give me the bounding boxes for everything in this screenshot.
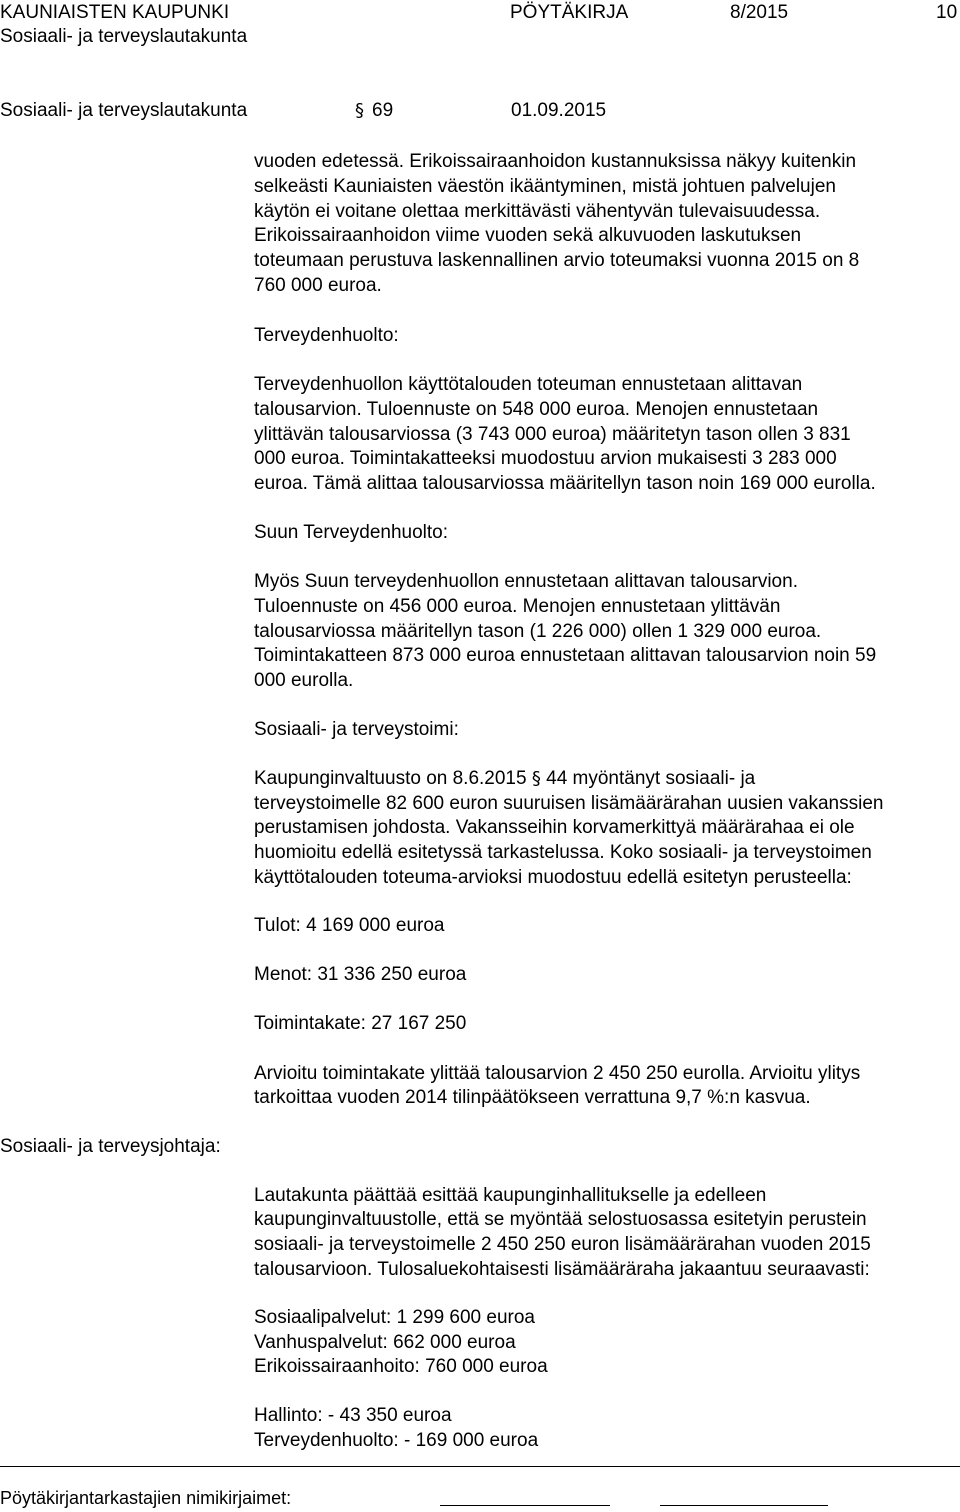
- signature-line: [440, 1505, 610, 1506]
- allocation-item: Terveydenhuolto: - 169 000 euroa: [254, 1430, 539, 1451]
- allocation-item: Hallinto: - 43 350 euroa: [254, 1405, 452, 1426]
- body-line: vuoden edetessä. Erikoissairaanhoidon kustannuksissa näkyy kuitenkin: [254, 151, 857, 172]
- summary-net-cost: Toimintakate: 27 167 250: [254, 1013, 467, 1034]
- decision-line-text: Kaupunginvaltuusto on 8.6.2015: [254, 768, 527, 789]
- body-line: 760 000 euroa.: [254, 275, 382, 296]
- allocation-item: Sosiaalipalvelut: 1 299 600 euroa: [254, 1307, 535, 1328]
- header-doc-type: PÖYTÄKIRJA: [510, 2, 629, 23]
- footer-signatures-label: Pöytäkirjantarkastajien nimikirjaimet:: [0, 1488, 292, 1508]
- meeting-body: Sosiaali- ja terveyslautakunta: [0, 100, 248, 121]
- allocation-item: Erikoissairaanhoito: 760 000 euroa: [254, 1356, 548, 1377]
- body-line: käytön ei voitane olettaa merkittävästi vähentyvän tulevaisuudessa.: [254, 201, 821, 222]
- body-line: Toimintakatteen 873 000 euroa ennustetaan alittavan talousarvion noin 59: [254, 645, 877, 666]
- decision-line-text: 44 myöntänyt sosiaali- ja: [546, 768, 756, 789]
- body-line: perustamisen johdosta. Vakansseihin korvamerkittyä määrärahaa ei ole: [254, 817, 855, 838]
- proposal-line: kaupunginvaltuustolle, että se myöntää selostuosassa esitetyin perustein: [254, 1209, 867, 1230]
- body-line: selkeästi Kauniaisten väestön ikääntyminen, mistä johtuen palvelujen: [254, 176, 836, 197]
- section-mark: §: [531, 768, 541, 789]
- body-line: Arvioitu toimintakate ylittää talousarvion 2 450 250 eurolla. Arvioitu ylitys: [254, 1063, 861, 1084]
- body-line: Erikoissairaanhoidon viime vuoden sekä alkuvuoden laskutuksen: [254, 225, 802, 246]
- header-page-number: 10: [936, 2, 958, 23]
- meeting-date: 01.09.2015: [511, 100, 607, 121]
- proposal-line: sosiaali- ja terveystoimelle 2 450 250 euron lisämäärärahan vuoden 2015: [254, 1234, 871, 1255]
- section-heading-terveydenhuolto: Terveydenhuolto:: [254, 325, 399, 346]
- proposer-label: Sosiaali- ja terveysjohtaja:: [0, 1136, 221, 1157]
- body-line: Tuloennuste on 456 000 euroa. Menojen ennustetaan ylittävän: [254, 596, 781, 617]
- header-org: KAUNIAISTEN KAUPUNKI: [0, 2, 230, 23]
- body-line: huomioitu edellä esitetyssä tarkastelussa. Koko sosiaali- ja terveystoimen: [254, 842, 872, 863]
- body-line: käyttötalouden toteuma-arvioksi muodostuu edellä esitetyn perusteella:: [254, 867, 852, 888]
- body-line: toteumaan perustuva laskennallinen arvio toteumaksi vuonna 2015 on 8: [254, 250, 860, 271]
- summary-expenses: Menot: 31 336 250 euroa: [254, 964, 467, 985]
- section-heading-sosiaali-ja-terveystoimi: Sosiaali- ja terveystoimi:: [254, 719, 459, 740]
- body-line: ylittävän talousarviossa (3 743 000 euroa) määritetyn tason ollen 3 831: [254, 424, 851, 445]
- body-line: tarkoittaa vuoden 2014 tilinpäätökseen verrattuna 9,7 %:n kasvua.: [254, 1087, 811, 1108]
- proposal-line: Lautakunta päättää esittää kaupunginhallitukselle ja edelleen: [254, 1185, 767, 1206]
- header-committee: Sosiaali- ja terveyslautakunta: [0, 26, 248, 47]
- body-line: terveystoimelle 82 600 euron suuruisen lisämäärärahan uusien vakanssien: [254, 793, 884, 814]
- body-line: 000 eurolla.: [254, 670, 354, 691]
- body-line: 000 euroa. Toimintakatteeksi muodostuu arvion mukaisesti 3 283 000: [254, 448, 837, 469]
- body-line: Terveydenhuollon käyttötalouden toteuman ennustetaan alittavan: [254, 374, 803, 395]
- body-line: talousarviossa määritellyn tason (1 226 000) ollen 1 329 000 euroa.: [254, 621, 822, 642]
- proposal-line: talousarvioon. Tulosaluekohtaisesti lisämääräraha jakaantuu seuraavasti:: [254, 1259, 870, 1280]
- summary-income: Tulot: 4 169 000 euroa: [254, 915, 445, 936]
- decision-line: [254, 767, 755, 792]
- body-line: talousarvion. Tuloennuste on 548 000 euroa. Menojen ennustetaan: [254, 399, 819, 420]
- body-line: euroa. Tämä alittaa talousarviossa määritellyn tason noin 169 000 eurolla.: [254, 473, 876, 494]
- section-mark: §: [355, 100, 364, 121]
- signature-line: [660, 1505, 828, 1506]
- footer-divider: [0, 1466, 960, 1467]
- header-doc-number: 8/2015: [730, 2, 789, 23]
- body-line: Myös Suun terveydenhuollon ennustetaan alittavan talousarvion.: [254, 571, 798, 592]
- section-number: 69: [372, 100, 394, 121]
- section-heading-suun-terveydenhuolto: Suun Terveydenhuolto:: [254, 522, 449, 543]
- allocation-item: Vanhuspalvelut: 662 000 euroa: [254, 1332, 516, 1353]
